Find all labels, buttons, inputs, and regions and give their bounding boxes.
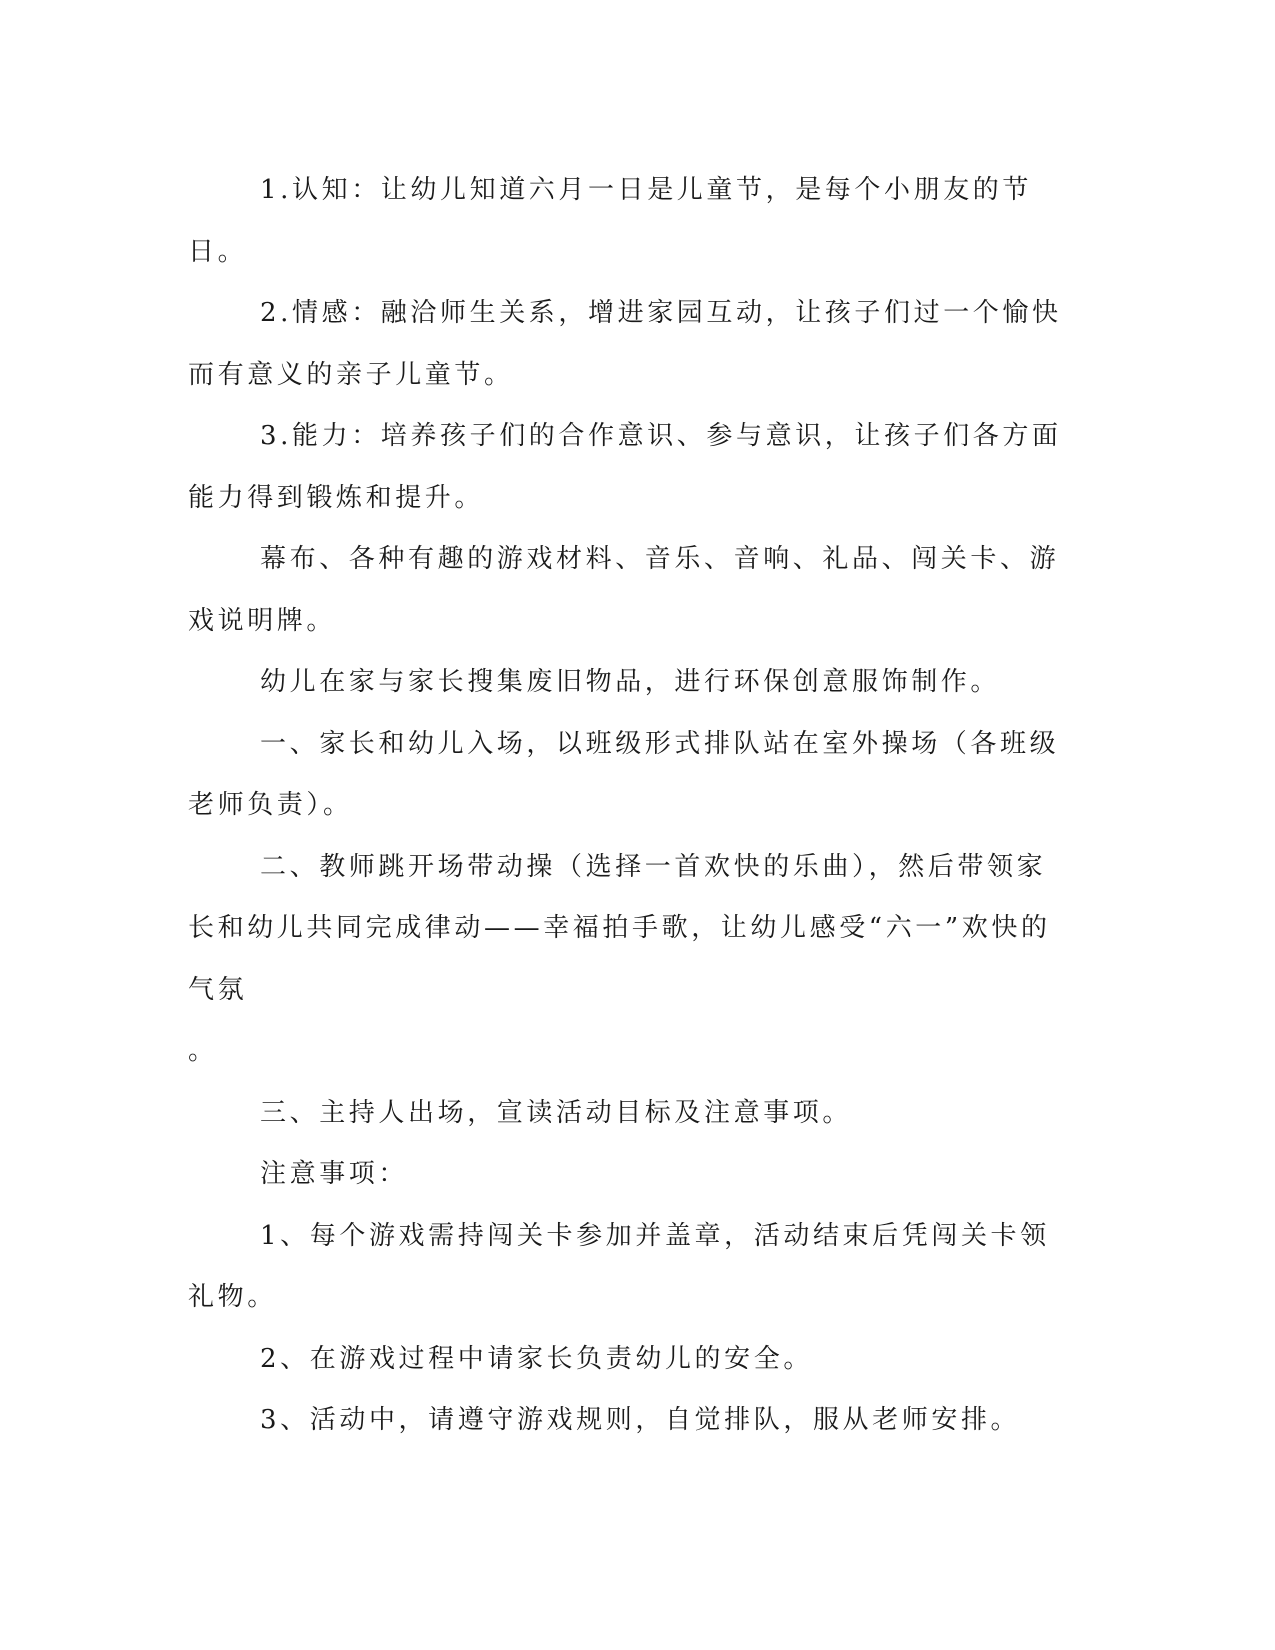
paragraph-note-three: 3、活动中，请遵守游戏规则，自觉排队，服从老师安排。 [260,1405,1021,1435]
paragraph-goal-ability: 3.能力：培养孩子们的合作意识、参与意识，让孩子们各方面能力得到锻炼和提升。 [188,421,1062,513]
paragraph-preparation: 幼儿在家与家长搜集废旧物品，进行环保创意服饰制作。 [260,667,1001,697]
paragraph-step-two: 二、教师跳开场带动操（选择一首欢快的乐曲），然后带领家长和幼儿共同完成律动——幸福拍手歌，让幼儿感受“六一”欢快的气氛 [188,851,1051,1005]
paragraph-note-two: 2、在游戏过程中请家长负责幼儿的安全。 [260,1343,813,1374]
paragraph-step-three: 三、主持人出场，宣读活动目标及注意事项。 [260,1097,853,1128]
paragraph-goal-cognition: 1.认知：让幼儿知道六月一日是儿童节，是每个小朋友的节日。 [188,175,1033,267]
document-body [188,160,1068,1452]
paragraph-materials: 幕布、各种有趣的游戏材料、音乐、音响、礼品、闯关卡、游戏说明牌。 [188,544,1060,636]
paragraph-step-two-trailing-period: 。 [188,1036,218,1066]
paragraph-note-one: 1、每个游戏需持闯关卡参加并盖章，活动结束后凭闯关卡领礼物。 [188,1220,1050,1312]
paragraph-step-one: 一、家长和幼儿入场，以班级形式排队站在室外操场（各班级老师负责）。 [188,728,1060,820]
paragraph-goal-emotion: 2.情感：融洽师生关系，增进家园互动，让孩子们过一个愉快而有意义的亲子儿童节。 [188,298,1062,390]
paragraph-notes-heading: 注意事项： [260,1159,409,1189]
